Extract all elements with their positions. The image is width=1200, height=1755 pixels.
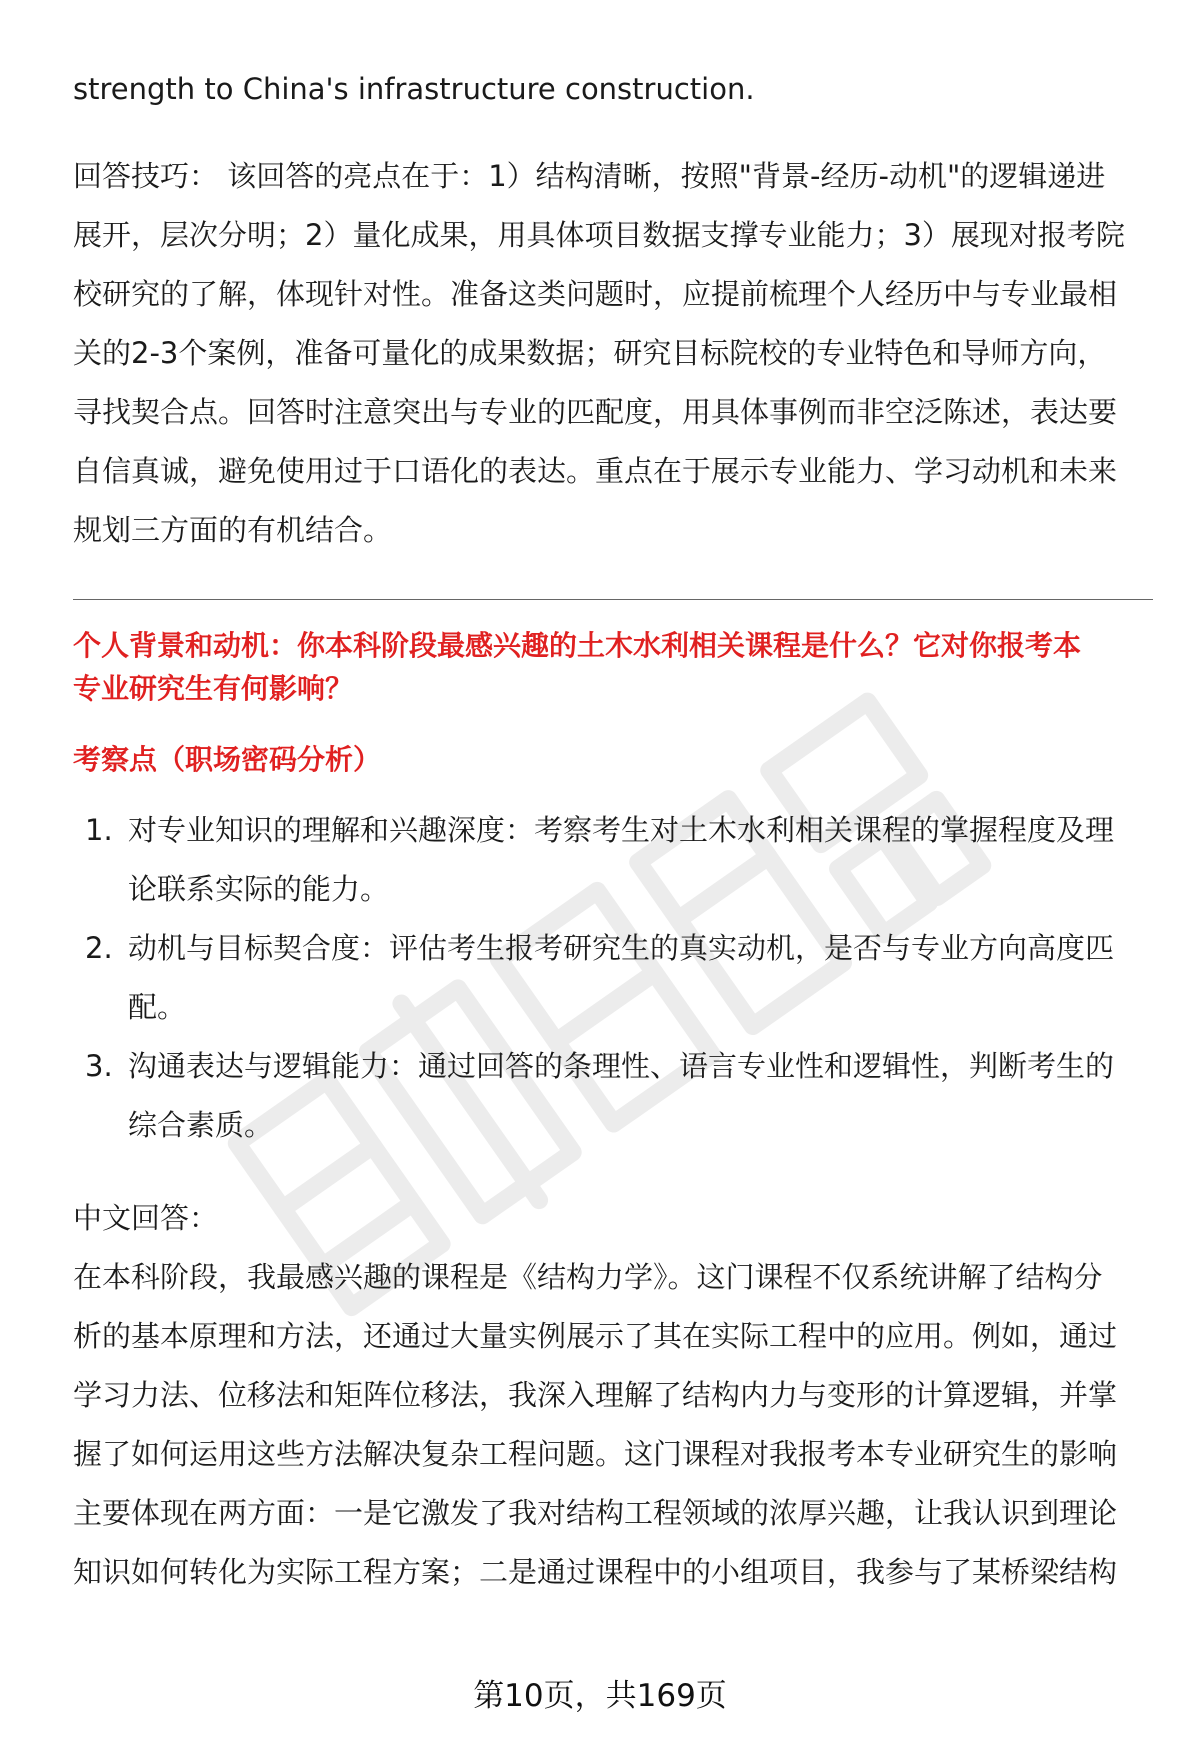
list-item-line: 综合素质。: [128, 1108, 274, 1142]
list-item-line: 沟通表达与逻辑能力：通过回答的条理性、语言专业性和逻辑性，判断考生的: [128, 1049, 1115, 1083]
list-item-line: 动机与目标契合度：评估考生报考研究生的真实动机，是否与专业方向高度匹: [128, 931, 1115, 965]
assessment-heading: 考察点（职场密码分析）: [73, 743, 382, 776]
intro-tail-text: strength to China's infrastructure construction.: [73, 72, 755, 106]
answer-line: 在本科阶段，我最感兴趣的课程是《结构力学》。这门课程不仅系统讲解了结构分: [73, 1260, 1103, 1294]
section-divider: [73, 599, 1153, 600]
tip-line: 关的2-3个案例，准备可量化的成果数据；研究目标院校的专业特色和导师方向，: [73, 336, 1107, 370]
tip-line: 校研究的了解，体现针对性。准备这类问题时，应提前梳理个人经历中与专业最相: [73, 277, 1118, 311]
list-item: [73, 1037, 1153, 1155]
tip-line: 展开，层次分明；2）量化成果，用具体项目数据支撑专业能力；3）展现对报考院: [73, 218, 1125, 252]
question-heading: [73, 624, 1153, 710]
list-number: 3.: [85, 1049, 113, 1083]
list-item-line: 对专业知识的理解和兴趣深度：考察考生对土木水利相关课程的掌握程度及理: [128, 813, 1115, 847]
list-item-line: 论联系实际的能力。: [128, 872, 390, 906]
tip-line: 回答技巧： 该回答的亮点在于：1）结构清晰，按照"背景-经历-动机"的逻辑递进: [73, 159, 1106, 193]
answer-paragraph: [73, 1248, 1153, 1602]
list-item: [73, 919, 1153, 1037]
question-line: 个人背景和动机：你本科阶段最感兴趣的土木水利相关课程是什么？它对你报考本: [73, 629, 1082, 662]
list-number: 1.: [85, 813, 113, 847]
tip-line: 规划三方面的有机结合。: [73, 513, 393, 547]
answer-line: 知识如何转化为实际工程方案；二是通过课程中的小组项目，我参与了某桥梁结构: [73, 1555, 1118, 1589]
assessment-list: [73, 801, 1153, 1155]
answer-line: 握了如何运用这些方法解决复杂工程问题。这门课程对我报考本专业研究生的影响: [73, 1437, 1118, 1471]
list-number: 2.: [85, 931, 113, 965]
tip-line: 寻找契合点。回答时注意突出与专业的匹配度，用具体事例而非空泛陈述，表达要: [73, 395, 1118, 429]
answer-tip-paragraph: [73, 147, 1153, 560]
answer-line: 学习力法、位移法和矩阵位移法，我深入理解了结构内力与变形的计算逻辑，并掌: [73, 1378, 1118, 1412]
answer-label: 中文回答：: [73, 1201, 219, 1235]
answer-line: 主要体现在两方面：一是它激发了我对结构工程领域的浓厚兴趣，让我认识到理论: [73, 1496, 1118, 1530]
list-item: [73, 801, 1153, 919]
page-number-footer: 第10页，共169页: [473, 1678, 727, 1714]
answer-line: 析的基本原理和方法，还通过大量实例展示了其在实际工程中的应用。例如，通过: [73, 1319, 1118, 1353]
list-item-line: 配。: [128, 990, 187, 1024]
document-page: [73, 60, 1153, 1602]
tip-line: 自信真诚，避免使用过于口语化的表达。重点在于展示专业能力、学习动机和未来: [73, 454, 1118, 488]
question-line: 专业研究生有何影响？: [73, 672, 354, 705]
